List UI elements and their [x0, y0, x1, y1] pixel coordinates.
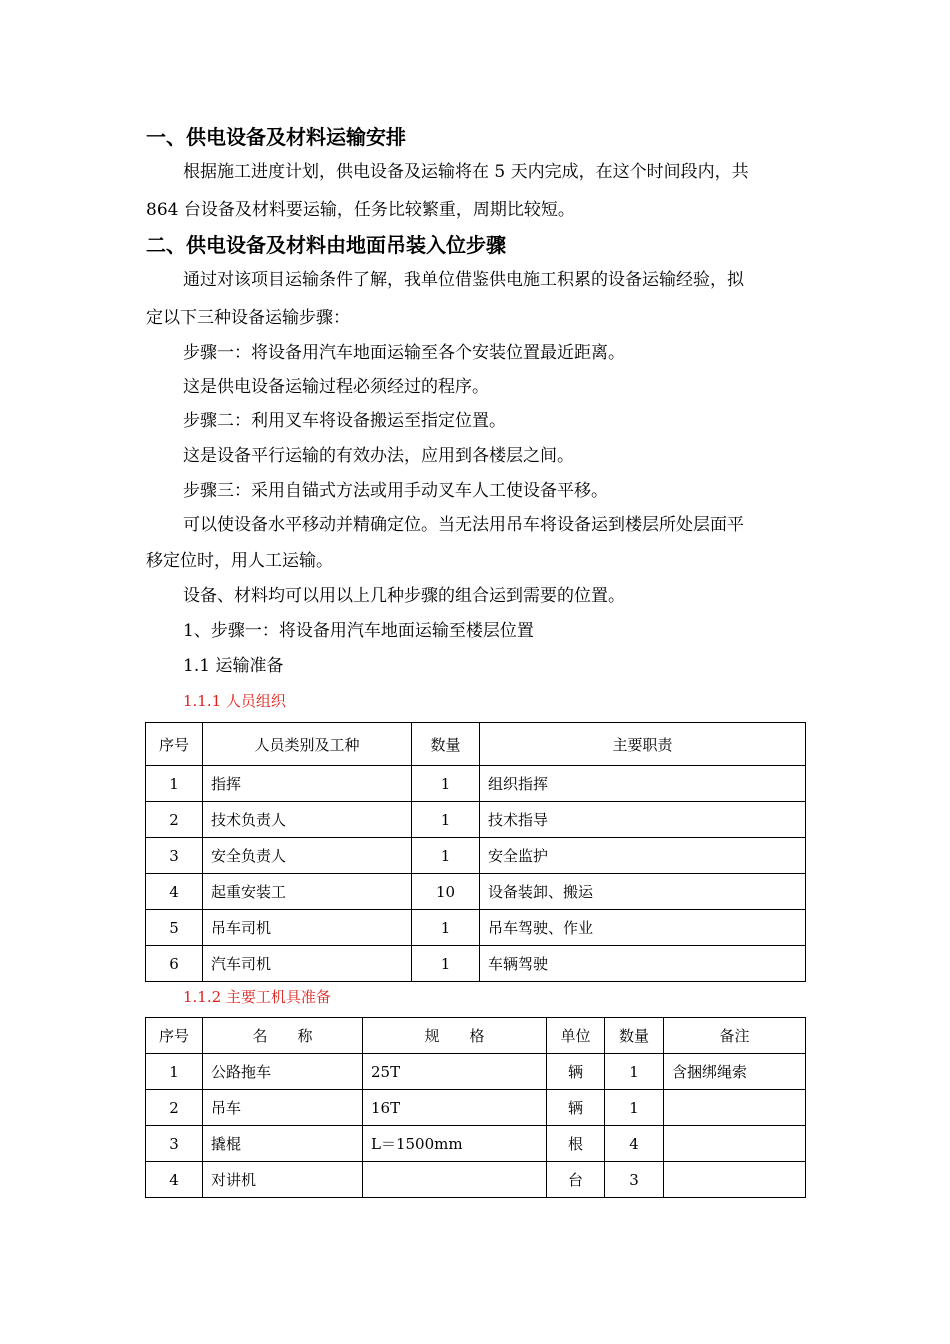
step-three-note-line1: 可以使设备水平移动并精确定位。当无法用吊车将设备运到楼层所处层面平 [183, 515, 744, 535]
table-cell: 起重安装工 [203, 874, 412, 910]
table-cell: L＝1500mm [363, 1126, 547, 1162]
paragraph-combination: 设备、材料均可以用以上几种步骤的组合运到需要的位置。 [183, 586, 625, 606]
table-cell: 台 [547, 1162, 605, 1198]
personnel-table [145, 722, 806, 982]
header-cell: 名 称 [203, 1018, 363, 1054]
table-cell: 技术负责人 [203, 802, 412, 838]
table-cell: 公路拖车 [203, 1054, 363, 1090]
table-cell: 1 [146, 766, 203, 802]
section-1-1-1-heading: 1.1.1 人员组织 [183, 692, 286, 710]
table-cell: 2 [146, 1090, 203, 1126]
table-cell: 4 [146, 1162, 203, 1198]
table-cell: 1 [605, 1090, 664, 1126]
table-cell: 3 [146, 838, 203, 874]
step-two-note: 这是设备平行运输的有效办法，应用到各楼层之间。 [183, 446, 574, 466]
table-cell: 辆 [547, 1054, 605, 1090]
header-cell: 数量 [412, 723, 480, 766]
table-cell: 组织指挥 [480, 766, 806, 802]
step-two: 步骤二：利用叉车将设备搬运至指定位置。 [183, 411, 506, 431]
table-cell: 含捆绑绳索 [664, 1054, 806, 1090]
table-cell: 1 [605, 1054, 664, 1090]
table-cell: 1 [412, 946, 480, 982]
table-cell [664, 1126, 806, 1162]
table-header-row [146, 723, 806, 766]
table-row [146, 1090, 806, 1126]
header-cell: 序号 [146, 723, 203, 766]
table-cell: 16T [363, 1090, 547, 1126]
table-cell: 1 [412, 766, 480, 802]
table-cell: 车辆驾驶 [480, 946, 806, 982]
table-cell: 辆 [547, 1090, 605, 1126]
table-row [146, 1126, 806, 1162]
heading-transport-arrangement: 一、供电设备及材料运输安排 [146, 125, 406, 149]
table-row [146, 802, 806, 838]
table-cell [664, 1162, 806, 1198]
table-cell: 6 [146, 946, 203, 982]
step-three: 步骤三：采用自锚式方法或用手动叉车人工使设备平移。 [183, 481, 608, 501]
table-cell: 汽车司机 [203, 946, 412, 982]
table-cell: 根 [547, 1126, 605, 1162]
paragraph-schedule-line1: 根据施工进度计划，供电设备及运输将在 5 天内完成，在这个时间段内，共 [183, 162, 749, 182]
table-cell: 吊车 [203, 1090, 363, 1126]
header-cell: 单位 [547, 1018, 605, 1054]
table-cell: 安全负责人 [203, 838, 412, 874]
table-row [146, 910, 806, 946]
section-1-1-2-heading: 1.1.2 主要工机具准备 [183, 988, 331, 1006]
section-1-1-heading: 1.1 运输准备 [183, 656, 284, 676]
table-cell: 1 [146, 1054, 203, 1090]
paragraph-method-line2: 定以下三种设备运输步骤： [146, 308, 350, 328]
table-cell: 3 [605, 1162, 664, 1198]
table-row [146, 1054, 806, 1090]
table-cell: 撬棍 [203, 1126, 363, 1162]
section-1-heading: 1、步骤一：将设备用汽车地面运输至楼层位置 [183, 621, 534, 641]
table-row [146, 766, 806, 802]
heading-hoisting-steps: 二、供电设备及材料由地面吊装入位步骤 [146, 233, 506, 257]
step-three-note-line2: 移定位时，用人工运输。 [146, 551, 333, 571]
table-cell: 25T [363, 1054, 547, 1090]
step-one: 步骤一：将设备用汽车地面运输至各个安装位置最近距离。 [183, 343, 625, 363]
table-row [146, 838, 806, 874]
table-cell: 4 [605, 1126, 664, 1162]
step-one-note: 这是供电设备运输过程必须经过的程序。 [183, 377, 489, 397]
table-cell: 设备装卸、搬运 [480, 874, 806, 910]
header-cell: 备注 [664, 1018, 806, 1054]
header-cell: 数量 [605, 1018, 664, 1054]
paragraph-method-line1: 通过对该项目运输条件了解，我单位借鉴供电施工积累的设备运输经验，拟 [183, 270, 744, 290]
table-cell: 10 [412, 874, 480, 910]
tools-table [145, 1017, 806, 1198]
table-cell: 技术指导 [480, 802, 806, 838]
table-header-row [146, 1018, 806, 1054]
table-cell: 吊车司机 [203, 910, 412, 946]
header-cell: 人员类别及工种 [203, 723, 412, 766]
table-cell: 4 [146, 874, 203, 910]
table-cell [664, 1090, 806, 1126]
table-row [146, 946, 806, 982]
table-cell: 指挥 [203, 766, 412, 802]
header-cell: 规 格 [363, 1018, 547, 1054]
header-cell: 主要职责 [480, 723, 806, 766]
table-cell [363, 1162, 547, 1198]
table-cell: 1 [412, 838, 480, 874]
table-row [146, 1162, 806, 1198]
table-cell: 1 [412, 910, 480, 946]
table-cell: 3 [146, 1126, 203, 1162]
table-cell: 2 [146, 802, 203, 838]
table-cell: 对讲机 [203, 1162, 363, 1198]
table-row [146, 874, 806, 910]
table-cell: 1 [412, 802, 480, 838]
table-cell: 吊车驾驶、作业 [480, 910, 806, 946]
table-cell: 5 [146, 910, 203, 946]
header-cell: 序号 [146, 1018, 203, 1054]
paragraph-schedule-line2: 864 台设备及材料要运输，任务比较繁重，周期比较短。 [146, 200, 575, 220]
table-cell: 安全监护 [480, 838, 806, 874]
